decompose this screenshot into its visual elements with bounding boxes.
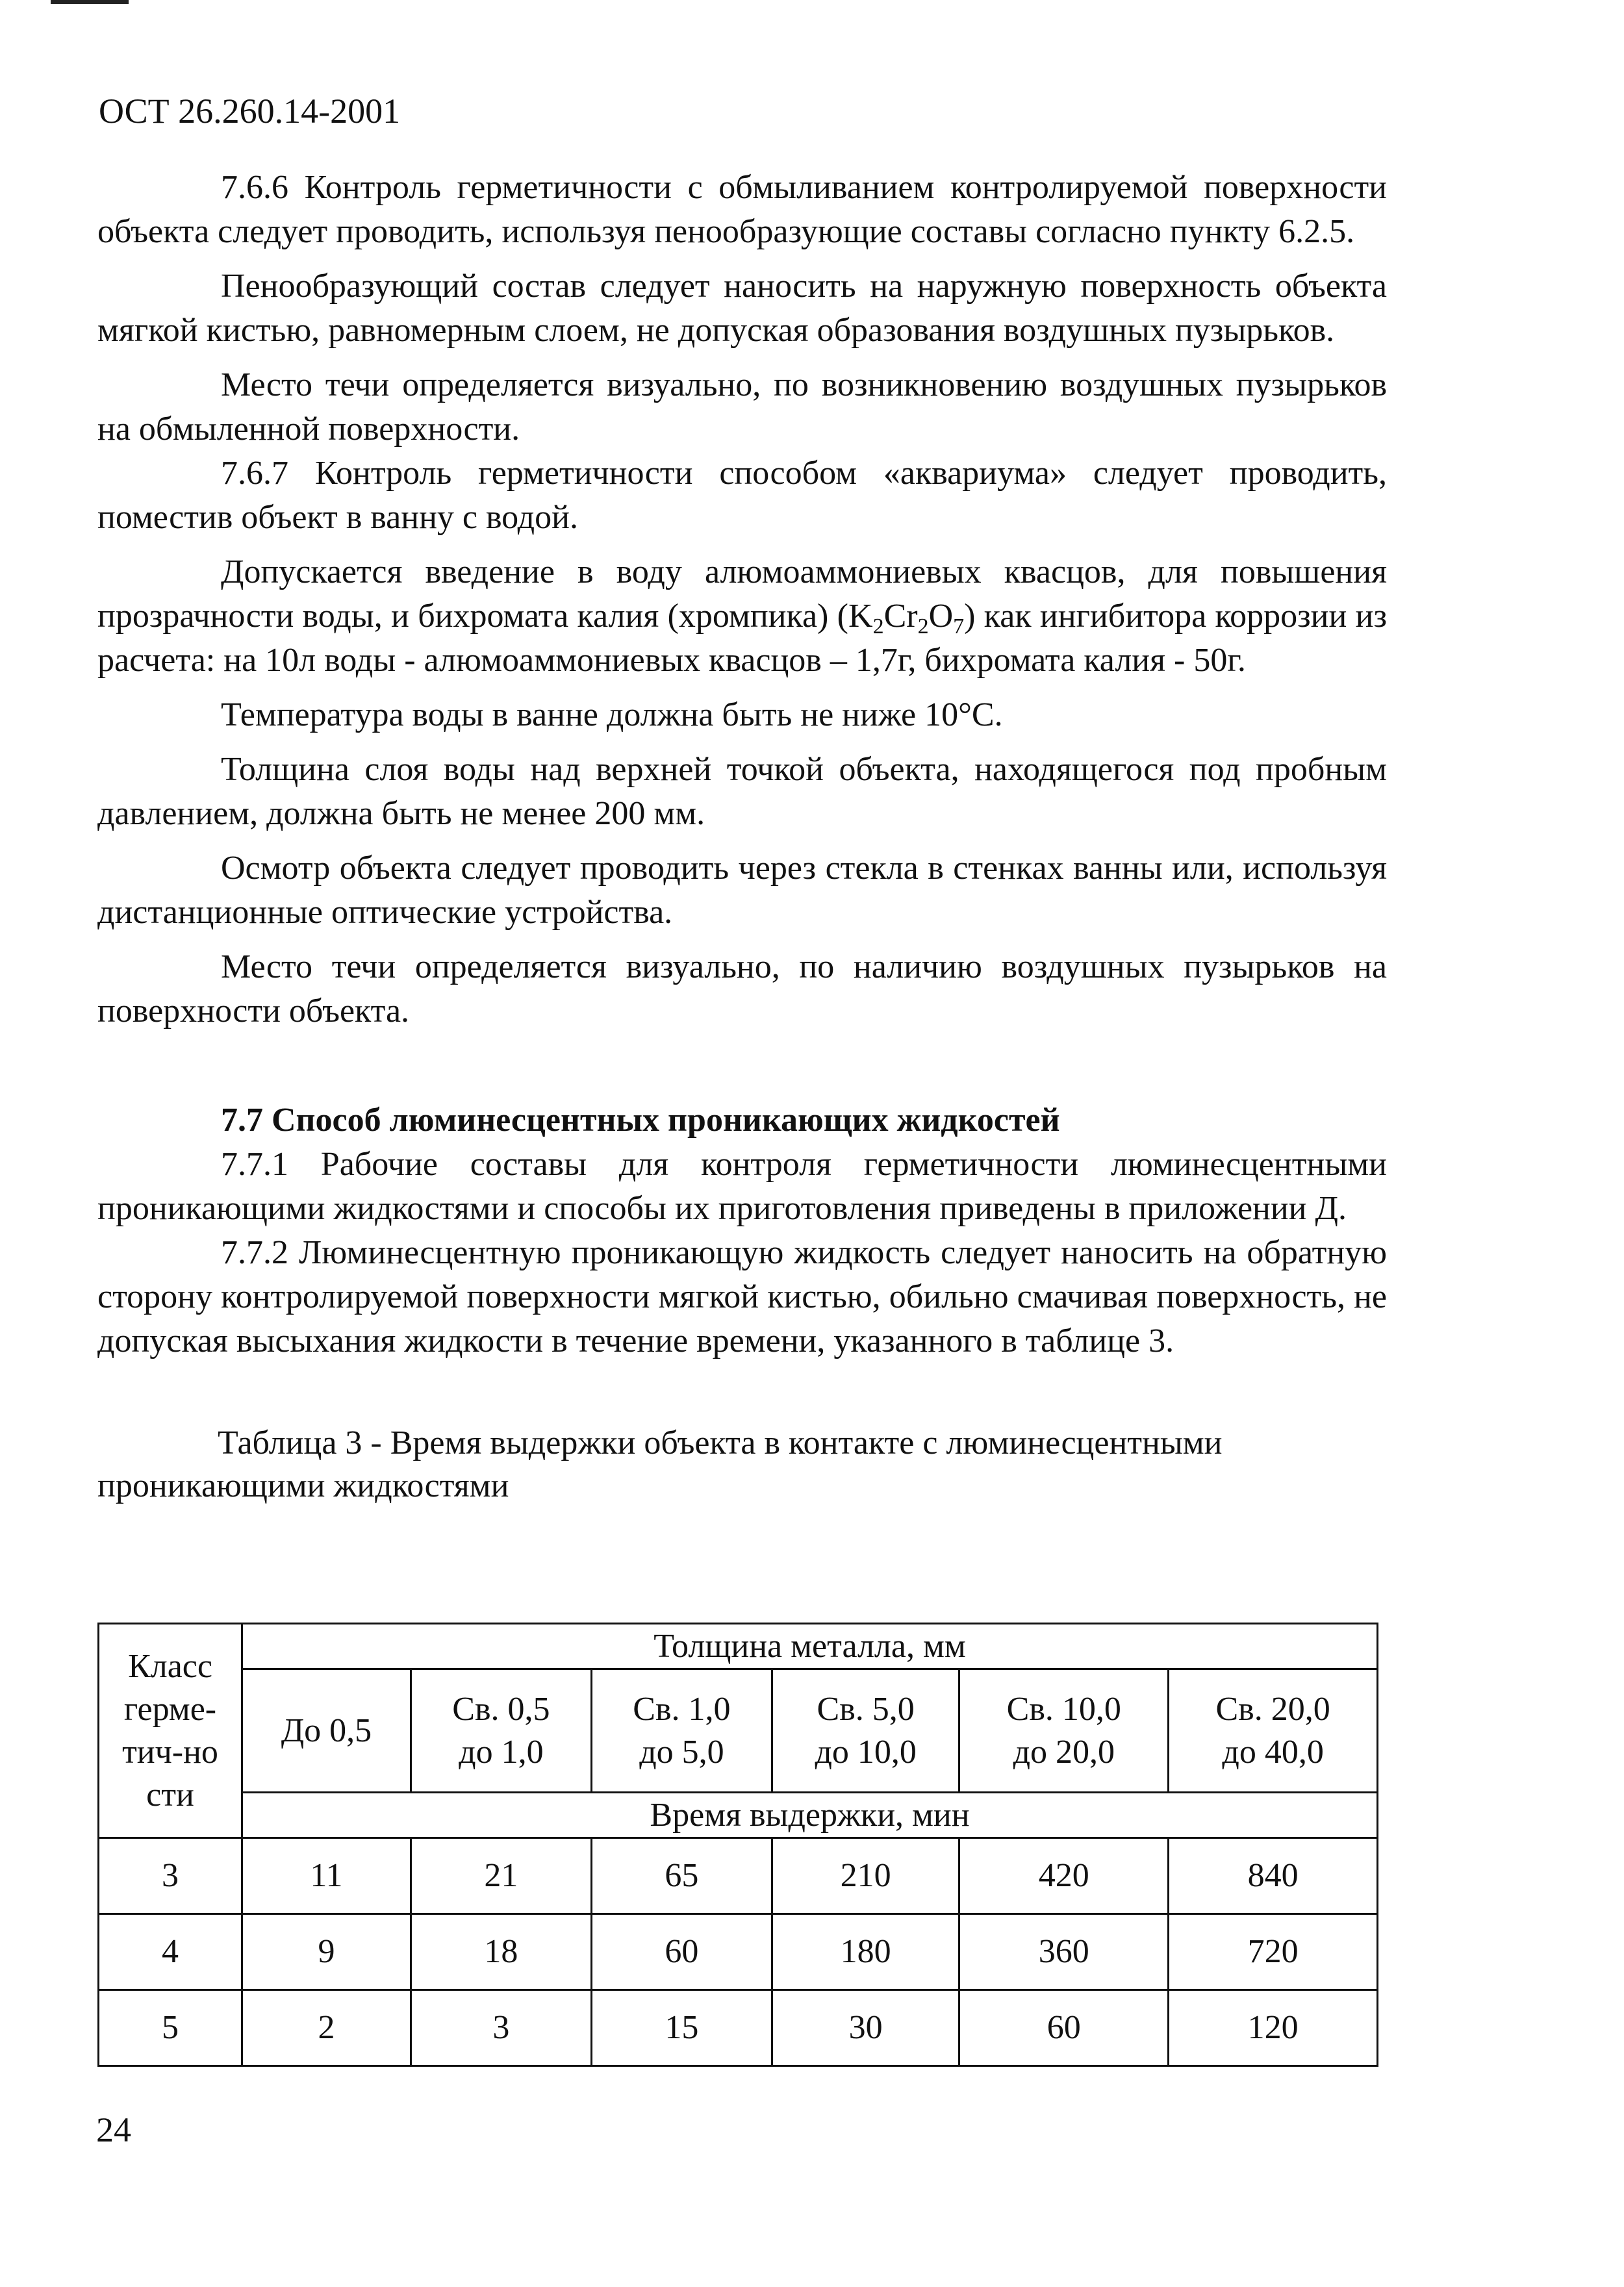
thickness-range-line2: до 10,0 xyxy=(815,1733,917,1771)
exposure-time-cell: 60 xyxy=(959,1990,1169,2066)
additives-text-d: ) как ингибитора коррозии из расчета: на 10л воды - алюмоаммониевых квасцов – 1,7г, бихромата калия - 50г. xyxy=(97,598,1387,679)
exposure-time-cell: 30 xyxy=(772,1990,959,2066)
exposure-time-cell: 65 xyxy=(591,1838,772,1914)
paragraph-7-6-6: 7.6.6 Контроль герметичности с обмыливанием контролируемой поверхности объекта следует проводить, используя пенообразующие составы согласно пункту 6.2.5. xyxy=(97,169,1387,250)
thickness-range-cell xyxy=(591,1669,772,1793)
time-header-cell: Время выдержки, мин xyxy=(242,1793,1378,1838)
paragraph-7-6-7: 7.6.7 Контроль герметичности способом «аквариума» следует проводить, поместив объект в ванну с водой. xyxy=(97,455,1387,536)
thickness-range-line1: Св. 0,5 xyxy=(452,1690,550,1728)
tightness-class-cell: 5 xyxy=(99,1990,242,2066)
thickness-range-line1: Св. 5,0 xyxy=(817,1690,915,1728)
page-number: 24 xyxy=(96,2110,131,2149)
exposure-time-cell: 9 xyxy=(242,1914,411,1990)
formula-subscript-k: 2 xyxy=(872,614,884,638)
exposure-time-cell: 120 xyxy=(1169,1990,1378,2066)
exposure-time-cell: 3 xyxy=(411,1990,591,2066)
thickness-range-cell xyxy=(242,1669,411,1793)
document-code: ОСТ 26.260.14-2001 xyxy=(99,92,401,131)
exposure-time-cell: 11 xyxy=(242,1838,411,1914)
thickness-range-line1: Св. 10,0 xyxy=(1006,1690,1121,1728)
paragraph-leak-detection-bubbles: Место течи определяется визуально, по наличию воздушных пузырьков на поверхности объекта. xyxy=(97,948,1387,1030)
paragraph-water-temperature: Температура воды в ванне должна быть не ниже 10°С. xyxy=(221,696,1003,733)
paragraph-leak-detection-soap: Место течи определяется визуально, по возникновению воздушных пузырьков на обмыленной поверхности. xyxy=(97,366,1387,448)
paragraph-7-7-1: 7.7.1 Рабочие составы для контроля герметичности люминесцентными проникающими жидкостями и способы их приготовления приведены в приложении Д. xyxy=(97,1146,1387,1227)
exposure-time-cell: 720 xyxy=(1169,1914,1378,1990)
table-row xyxy=(99,1838,1378,1914)
section-heading-7-7: 7.7 Способ люминесцентных проникающих жидкостей xyxy=(221,1102,1060,1139)
document-body xyxy=(97,166,1387,1508)
thickness-range-line2: до 20,0 xyxy=(1013,1733,1115,1771)
additives-text-a: Допускается введение в воду алюмоаммониевых квасцов, для повышения прозрачности воды, и бихромата калия (хромпика) (K xyxy=(97,553,1387,635)
thickness-range-line2: до 1,0 xyxy=(459,1733,544,1771)
tightness-class-cell: 4 xyxy=(99,1914,242,1990)
exposure-time-cell: 360 xyxy=(959,1914,1169,1990)
table-data-body xyxy=(99,1838,1378,2066)
thickness-range-cell xyxy=(411,1669,591,1793)
tightness-class-cell: 3 xyxy=(99,1838,242,1914)
thickness-range-cell xyxy=(959,1669,1169,1793)
thickness-range-cell xyxy=(772,1669,959,1793)
class-header-text: Класс герме-тич-ности xyxy=(122,1647,218,1813)
table-row xyxy=(99,1990,1378,2066)
formula-subscript-cr: 2 xyxy=(917,614,929,638)
exposure-time-table xyxy=(97,1623,1378,2067)
thickness-range-line2: до 40,0 xyxy=(1222,1733,1324,1771)
thickness-range-cell xyxy=(1169,1669,1378,1793)
exposure-time-cell: 60 xyxy=(591,1914,772,1990)
exposure-time-cell: 2 xyxy=(242,1990,411,2066)
exposure-time-cell: 15 xyxy=(591,1990,772,2066)
thickness-range-line2: до 5,0 xyxy=(639,1733,724,1771)
exposure-time-cell: 420 xyxy=(959,1838,1169,1914)
scan-edge-mark xyxy=(51,0,129,4)
paragraph-foam-application: Пенообразующий состав следует наносить на наружную поверхность объекта мягкой кистью, равномерным слоем, не допуская образования воздушных пузырьков. xyxy=(97,268,1387,349)
thickness-ranges-row xyxy=(99,1669,1378,1793)
exposure-time-cell: 840 xyxy=(1169,1838,1378,1914)
class-header-cell xyxy=(99,1624,242,1838)
additives-text-c: O xyxy=(928,598,954,635)
paragraph-water-additives xyxy=(97,550,1387,683)
thickness-range-line1: Св. 1,0 xyxy=(633,1690,731,1728)
exposure-time-cell: 210 xyxy=(772,1838,959,1914)
formula-subscript-o: 7 xyxy=(953,614,965,638)
table-row xyxy=(99,1914,1378,1990)
exposure-time-cell: 18 xyxy=(411,1914,591,1990)
exposure-time-cell: 21 xyxy=(411,1838,591,1914)
paragraph-inspection: Осмотр объекта следует проводить через стекла в стенках ванны или, используя дистанционные оптические устройства. xyxy=(97,850,1387,931)
paragraph-7-7-2: 7.7.2 Люминесцентную проникающую жидкость следует наносить на обратную сторону контролируемой поверхности мягкой кистью, обильно смачивая поверхность, не допуская высыхания жидкости в течение времени, указанного в таблице 3. xyxy=(97,1234,1387,1359)
thickness-header-cell: Толщина металла, мм xyxy=(242,1624,1378,1669)
additives-text-b: Cr xyxy=(883,598,918,635)
table-caption: Таблица 3 - Время выдержки объекта в контакте с люминесцентными проникающими жидкостями xyxy=(97,1424,1223,1504)
exposure-time-cell: 180 xyxy=(772,1914,959,1990)
thickness-range-line1: До 0,5 xyxy=(281,1712,372,1749)
thickness-range-line1: Св. 20,0 xyxy=(1215,1690,1330,1728)
paragraph-water-depth: Толщина слоя воды над верхней точкой объекта, находящегося под пробным давлением, должна быть не менее 200 мм. xyxy=(97,751,1387,832)
